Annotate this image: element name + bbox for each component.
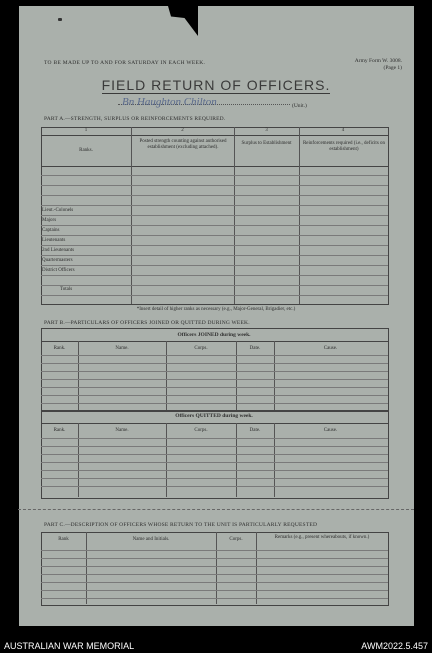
joined-cause-header: Cause.: [323, 346, 338, 351]
part-a-heading: PART A.—STRENGTH, SURPLUS OR REINFORCEMENTS REQUIRED.: [44, 116, 226, 122]
form-number: [355, 58, 402, 72]
c-corps-header: Corps.: [229, 537, 243, 542]
part-a-rule: [41, 205, 388, 206]
rank-2nd-lieutenants: 2nd Lieutenants: [42, 248, 75, 253]
reinforcements-header: Reinforcements required (i.e., deficits on establishment): [302, 141, 386, 152]
joined-title-line: [41, 341, 388, 342]
ranks-header: Ranks.: [79, 148, 93, 153]
c-rule: [41, 566, 388, 567]
col-number-1: 1: [84, 128, 88, 133]
posted-header: Posted strength counting against authorised establishment (excluding attached).: [139, 139, 227, 150]
part-a-rule: [41, 215, 388, 216]
part-a-rule: [41, 235, 388, 236]
c-rule: [41, 590, 388, 591]
form-title-text: FIELD RETURN OF OFFICERS.: [101, 77, 331, 93]
part-a-rule: [41, 265, 388, 266]
part-a-rule: [41, 245, 388, 246]
quitted-title: Officers QUITTED during week.: [175, 413, 253, 419]
joined-title: Officers JOINED during week.: [177, 332, 251, 338]
form-page: (Page 1): [383, 65, 402, 71]
part-a-rule: [41, 275, 388, 276]
quitted-title-line: [41, 423, 388, 424]
totals-label: Totals: [60, 287, 73, 292]
c-rule: [41, 582, 388, 583]
joined-rule: [41, 371, 388, 372]
joined-rule: [41, 395, 388, 396]
joined-rule: [41, 387, 388, 388]
joined-corps-header: Corps.: [194, 346, 208, 351]
part-c-heading: PART C.—DESCRIPTION OF OFFICERS WHOSE RETURN TO THE UNIT IS PARTICULARLY REQUESTED: [44, 522, 318, 528]
quitted-rule: [41, 478, 388, 479]
quitted-rule: [41, 486, 388, 487]
part-a-rule: [41, 295, 388, 296]
col-number-2: 2: [181, 128, 184, 133]
joined-rule: [41, 363, 388, 364]
quitted-corps-header: Corps.: [194, 428, 208, 433]
part-a-header-line: [41, 166, 388, 167]
quitted-rule: [41, 462, 388, 463]
rank-captains: Captains: [42, 228, 60, 233]
joined-rule: [41, 355, 388, 356]
caption-left: AUSTRALIAN WAR MEMORIAL: [4, 641, 135, 651]
c-name-header: Name and Initials.: [132, 537, 170, 542]
form-title: [0, 77, 432, 93]
quitted-cause-header: Cause.: [323, 428, 338, 433]
c-rank-header: Rank: [58, 537, 69, 542]
c-col-divider: [256, 532, 257, 604]
c-rule: [41, 598, 388, 599]
joined-rank-header: Rank.: [53, 346, 66, 351]
part-a-rule: [41, 195, 388, 196]
part-a-numrow-line: [41, 135, 388, 136]
caption-right: AWM2022.5.457: [361, 641, 428, 651]
rank-quartermasters: Quartermasters: [42, 258, 73, 263]
quitted-rule: [41, 438, 388, 439]
quitted-name-header: Name.: [115, 428, 129, 433]
quitted-rule: [41, 446, 388, 447]
quitted-rank-header: Rank.: [53, 428, 66, 433]
rank-lieut-colonels: Lieut.-Colonels: [42, 208, 74, 213]
part-a-rule: [41, 185, 388, 186]
unit-label: (Unit.): [292, 103, 307, 109]
part-a-rule: [41, 255, 388, 256]
joined-rule: [41, 403, 388, 404]
quitted-date-header: Date.: [249, 428, 261, 433]
c-rule: [41, 550, 388, 551]
pin-mark: [58, 18, 62, 21]
insert-note: *Insert detail of higher ranks as necessary (e.g., Major-General, Brigadier, etc.): [136, 307, 296, 312]
top-note: TO BE MADE UP TO AND FOR SATURDAY IN EACH WEEK.: [44, 60, 206, 66]
part-a-rule: [41, 285, 388, 286]
quitted-rule: [41, 454, 388, 455]
rank-district-officers: District Officers: [42, 268, 75, 273]
unit-handwritten: Bn Haughton Chilton: [122, 96, 217, 108]
joined-name-header: Name.: [115, 346, 129, 351]
col-number-3: 3: [265, 128, 268, 133]
joined-rule: [41, 379, 388, 380]
c-rule: [41, 574, 388, 575]
joined-date-header: Date.: [249, 346, 261, 351]
part-a-rule: [41, 225, 388, 226]
rank-majors: Majors: [42, 218, 57, 223]
part-a-rule: [41, 175, 388, 176]
form-number-text: Army Form W. 3008.: [354, 58, 402, 64]
c-rule: [41, 558, 388, 559]
quitted-rule: [41, 470, 388, 471]
rank-lieutenants: Lieutenants: [42, 238, 66, 243]
part-b-heading: PART B.—PARTICULARS OF OFFICERS JOINED OR QUITTED DURING WEEK.: [44, 320, 250, 326]
col-number-4: 4: [341, 128, 345, 133]
part-c-table: [41, 532, 389, 606]
fold-line: [18, 509, 414, 510]
c-remarks-header: Remarks (e.g., present whereabouts, if known.): [274, 535, 370, 540]
surplus-header: Surplus to Establishment: [241, 141, 292, 146]
